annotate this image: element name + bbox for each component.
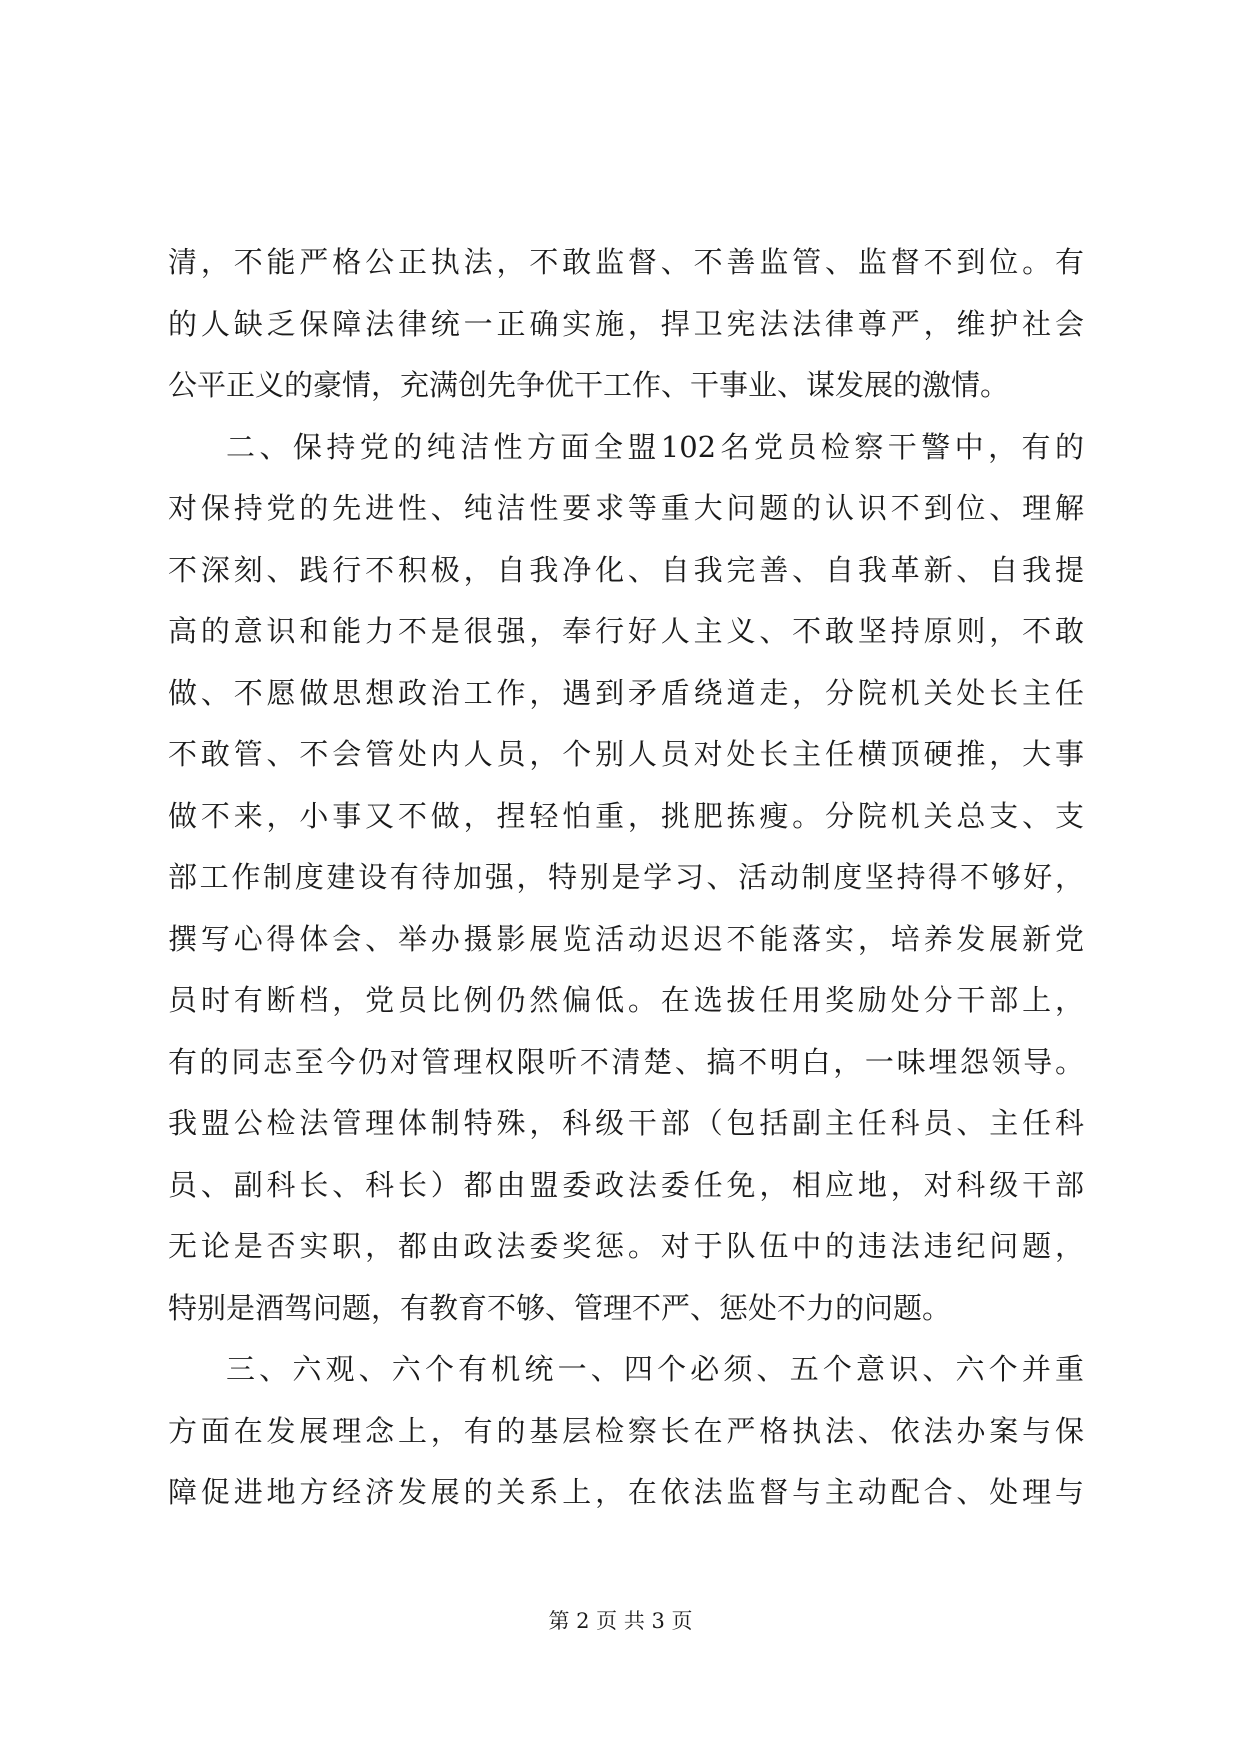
text-line: 障促进地方经济发展的关系上，在依法监督与主动配合、处理与: [168, 1475, 1084, 1509]
text-line: 员、副科长、科长）都由盟委政法委任免，相应地，对科级干部: [168, 1167, 1084, 1202]
text-line: 清，不能严格公正执法，不敢监督、不善监管、监督不到位。有: [168, 245, 1084, 279]
text-line: 我盟公检法管理体制特殊，科级干部（包括副主任科员、主任科: [168, 1106, 1084, 1140]
text-line: 不深刻、践行不积极，自我净化、自我完善、自我革新、自我提: [168, 552, 1084, 587]
text-line: 方面在发展理念上，有的基层检察长在严格执法、依法办案与保: [168, 1413, 1084, 1448]
text-line: 有的同志至今仍对管理权限听不清楚、搞不明白，一味埋怨领导。: [168, 1044, 1084, 1079]
text-line: 二、保持党的纯洁性方面全盟102名党员检察干警中，有的: [226, 429, 1084, 464]
text-line: 做不来，小事又不做，捏轻怕重，挑肥拣瘦。分院机关总支、支: [168, 798, 1084, 833]
page-footer: 第 2 页 共 3 页: [548, 1609, 693, 1633]
text-line: 对保持党的先进性、纯洁性要求等重大问题的认识不到位、理解: [168, 491, 1084, 525]
text-line: 员时有断档，党员比例仍然偏低。在选拔任用奖励处分干部上，: [168, 983, 1084, 1017]
text-line: 做、不愿做思想政治工作，遇到矛盾绕道走，分院机关处长主任: [168, 675, 1084, 710]
text-line: 公平正义的豪情，充满创先争优干工作、干事业、谋发展的激情。: [168, 368, 1010, 402]
text-line: 三、六观、六个有机统一、四个必须、五个意识、六个并重: [226, 1352, 1084, 1386]
text-line: 特别是酒驾问题，有教育不够、管理不严、惩处不力的问题。: [168, 1290, 952, 1325]
text-line: 撰写心得体会、举办摄影展览活动迟迟不能落实，培养发展新党: [168, 921, 1084, 956]
body-text: [168, 232, 1084, 1524]
text-line: 无论是否实职，都由政法委奖惩。对于队伍中的违法违纪问题，: [168, 1229, 1084, 1263]
text-line: 的人缺乏保障法律统一正确实施，捍卫宪法法律尊严，维护社会: [168, 306, 1084, 341]
text-line: 不敢管、不会管处内人员，个别人员对处长主任横顶硬推，大事: [168, 737, 1084, 771]
text-line: 部工作制度建设有待加强，特别是学习、活动制度坚持得不够好，: [168, 860, 1084, 894]
text-line: 高的意识和能力不是很强，奉行好人主义、不敢坚持原则，不敢: [168, 614, 1084, 648]
